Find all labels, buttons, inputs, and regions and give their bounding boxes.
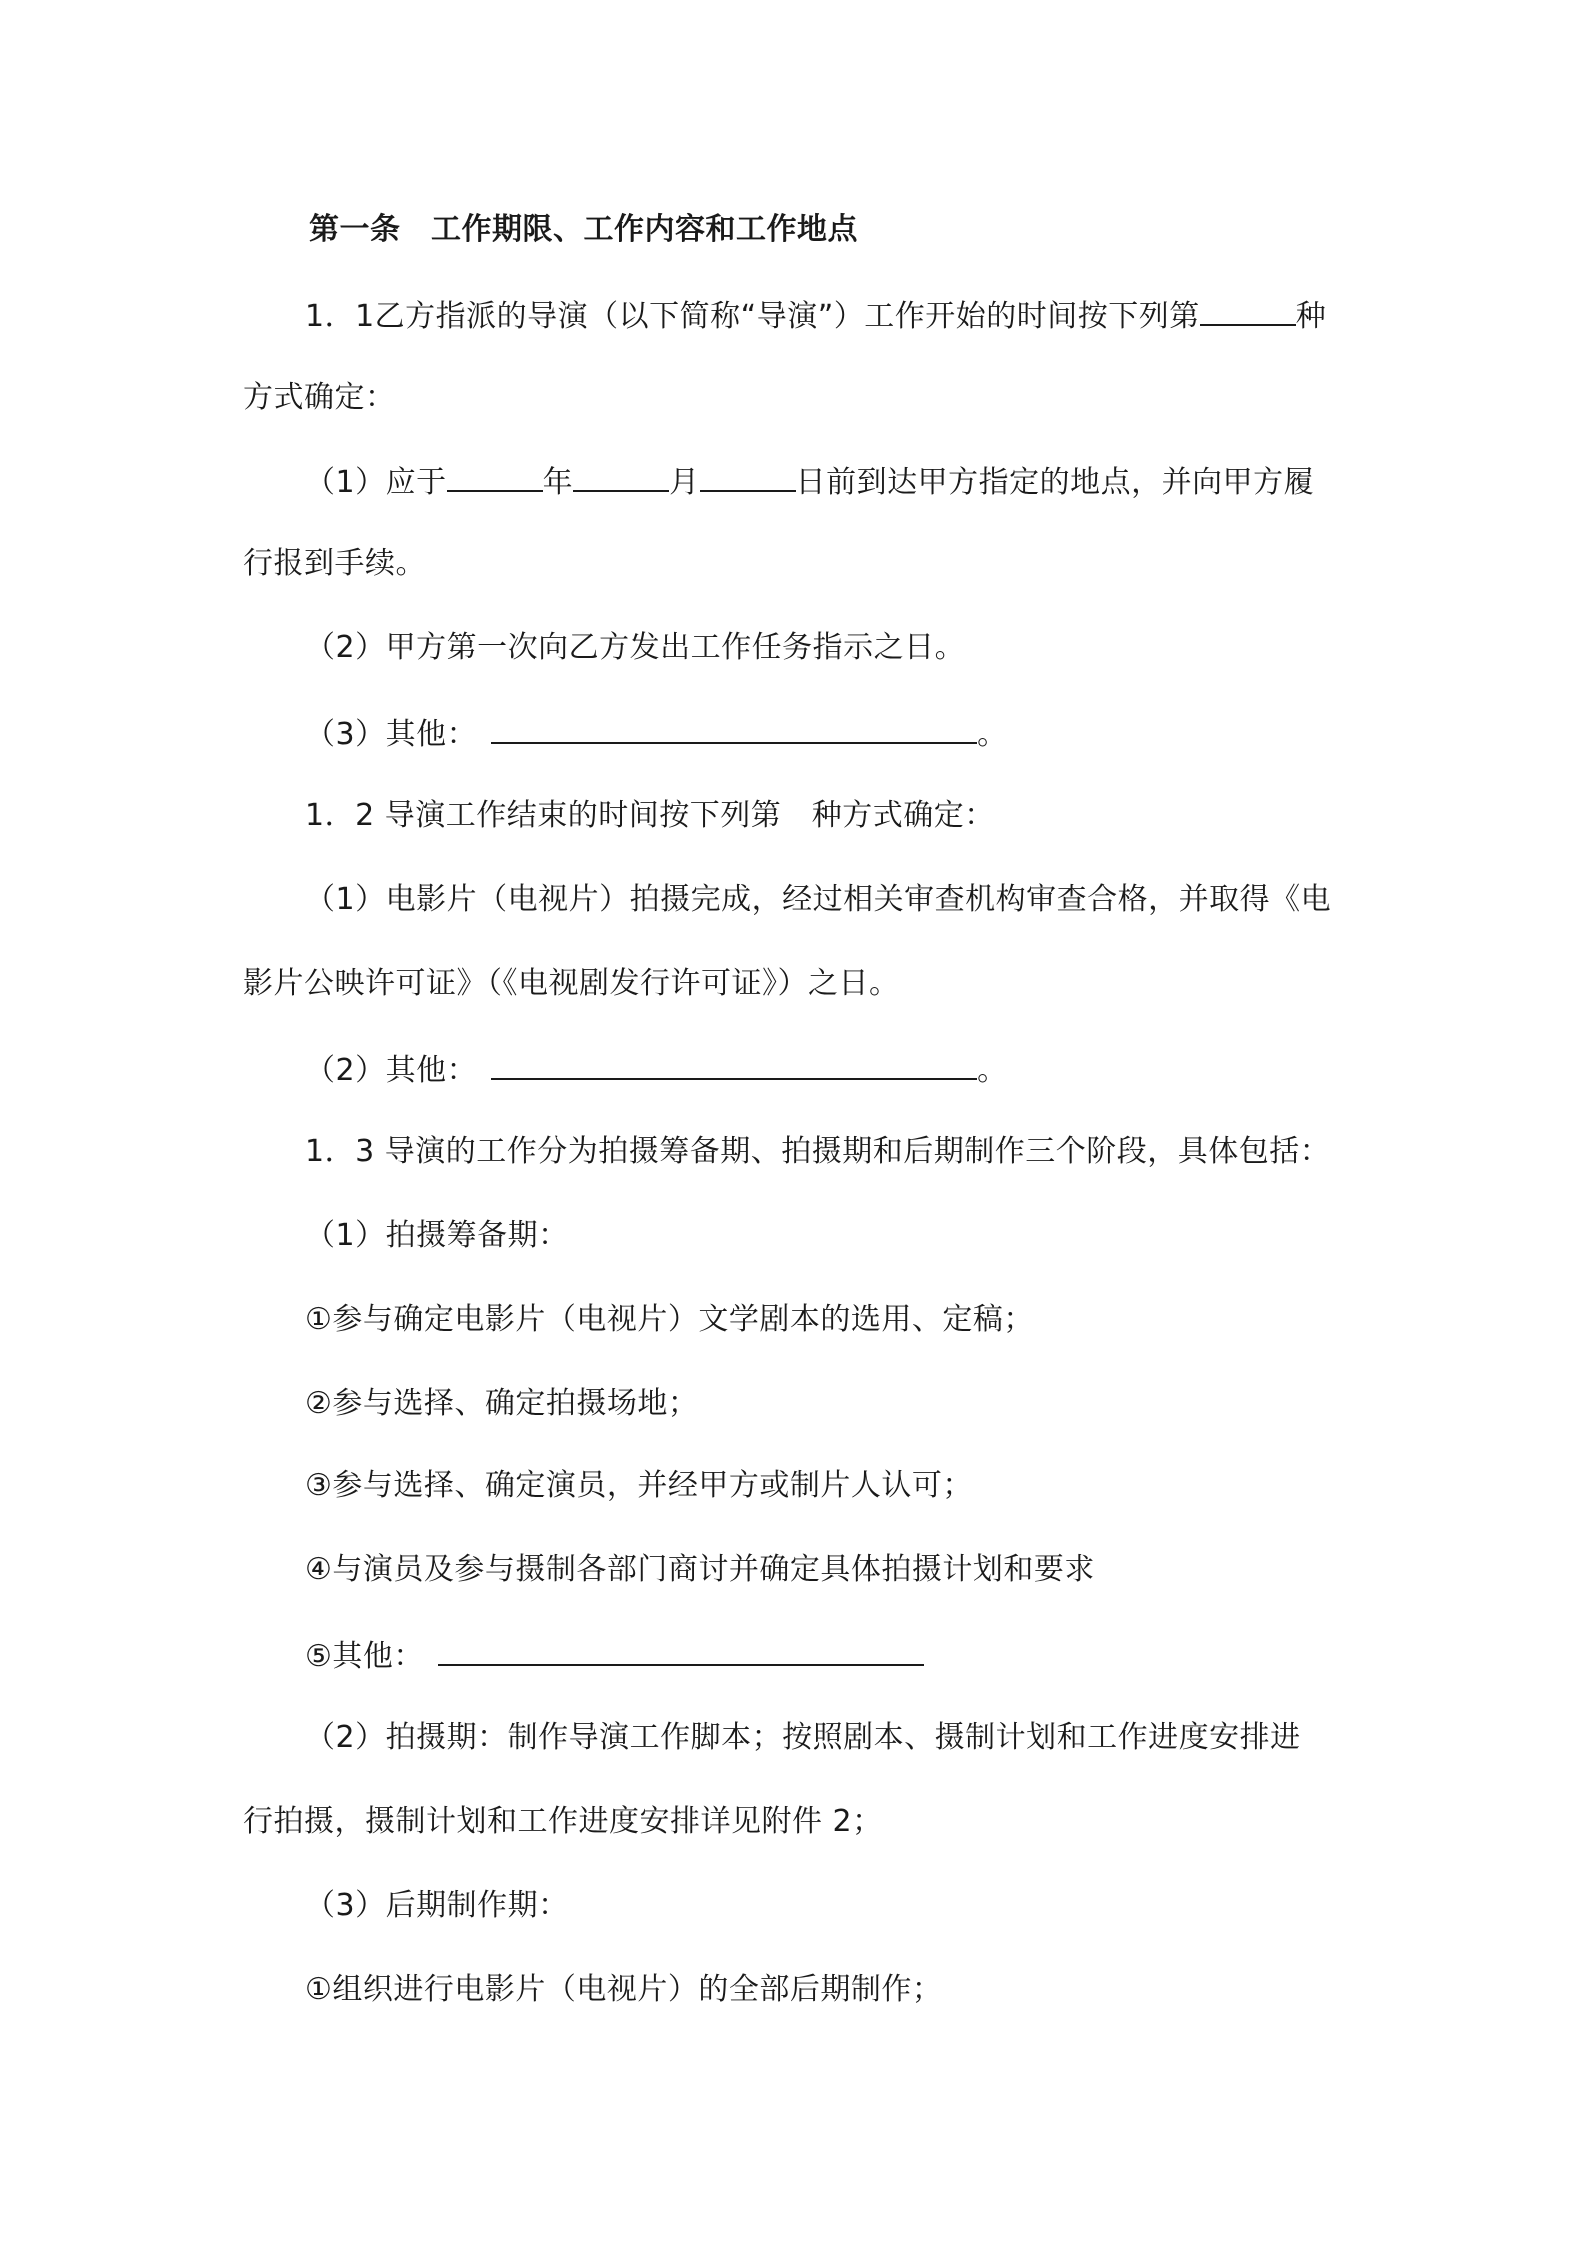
article-heading: 第一条 工作期限、工作内容和工作地点 [309,212,858,247]
clause-1-1 [305,294,1326,337]
clause-1-1-option-1-cont: 行报到手续。 [243,546,426,581]
day-label: 日前到达甲方指定的地点，并向甲方履 [795,465,1315,500]
period: 。 [977,717,1008,752]
clause-1-1-suffix: 种 [1295,299,1327,334]
option-text: （2）其他： [305,1053,478,1088]
clause-1-1-cont: 方式确定： [243,380,396,415]
clause-1-3-phase-2-cont: 行拍摄，摄制计划和工作进度安排详见附件 2； [243,1804,883,1839]
blank-field [438,1634,924,1666]
blank-year [447,460,543,492]
phase-1-item: ②参与选择、确定拍摄场地； [305,1386,699,1421]
clause-1-2-option-2 [305,1048,1008,1091]
clause-1-2-option-1-cont: 影片公映许可证》（《电视剧发行许可证》）之日。 [243,966,900,1001]
blank-month [573,460,669,492]
option-text: （3）其他： [305,717,478,752]
phase-1-item: ③参与选择、确定演员，并经甲方或制片人认可； [305,1468,973,1503]
clause-1-1-option-3 [305,712,1008,755]
phase-1-item-5 [305,1634,924,1677]
clause-1-1-option-2: （2）甲方第一次向乙方发出工作任务指示之日。 [305,630,966,665]
clause-1-3-phase-2: （2）拍摄期：制作导演工作脚本；按照剧本、摄制计划和工作进度安排进 [305,1720,1301,1755]
blank-field [1200,294,1296,326]
blank-day [700,460,796,492]
year-label: 年 [542,465,574,500]
clause-1-1-option-1 [305,460,1314,503]
clause-1-3: 1．3 导演的工作分为拍摄筹备期、拍摄期和后期制作三个阶段，具体包括： [305,1134,1331,1169]
option-text: （1）应于 [305,465,447,500]
phase-1-item: ①参与确定电影片（电视片）文学剧本的选用、定稿； [305,1302,1034,1337]
phase-1-item: ④与演员及参与摄制各部门商讨并确定具体拍摄计划和要求 [305,1552,1095,1587]
blank-field [491,712,977,744]
clause-1-1-text: 1．1乙方指派的导演（以下简称“导演”）工作开始的时间按下列第 [305,299,1200,334]
clause-1-3-phase-1: （1）拍摄筹备期： [305,1218,569,1253]
period: 。 [977,1053,1008,1088]
option-text: ⑤其他： [305,1639,424,1674]
clause-1-2: 1．2 导演工作结束的时间按下列第 种方式确定： [305,798,995,833]
clause-1-3-phase-3: （3）后期制作期： [305,1888,569,1923]
blank-field [491,1048,977,1080]
phase-3-item: ①组织进行电影片（电视片）的全部后期制作； [305,1972,943,2007]
clause-1-2-option-1: （1）电影片（电视片）拍摄完成，经过相关审查机构审查合格，并取得《电 [305,882,1332,917]
month-label: 月 [669,465,700,500]
